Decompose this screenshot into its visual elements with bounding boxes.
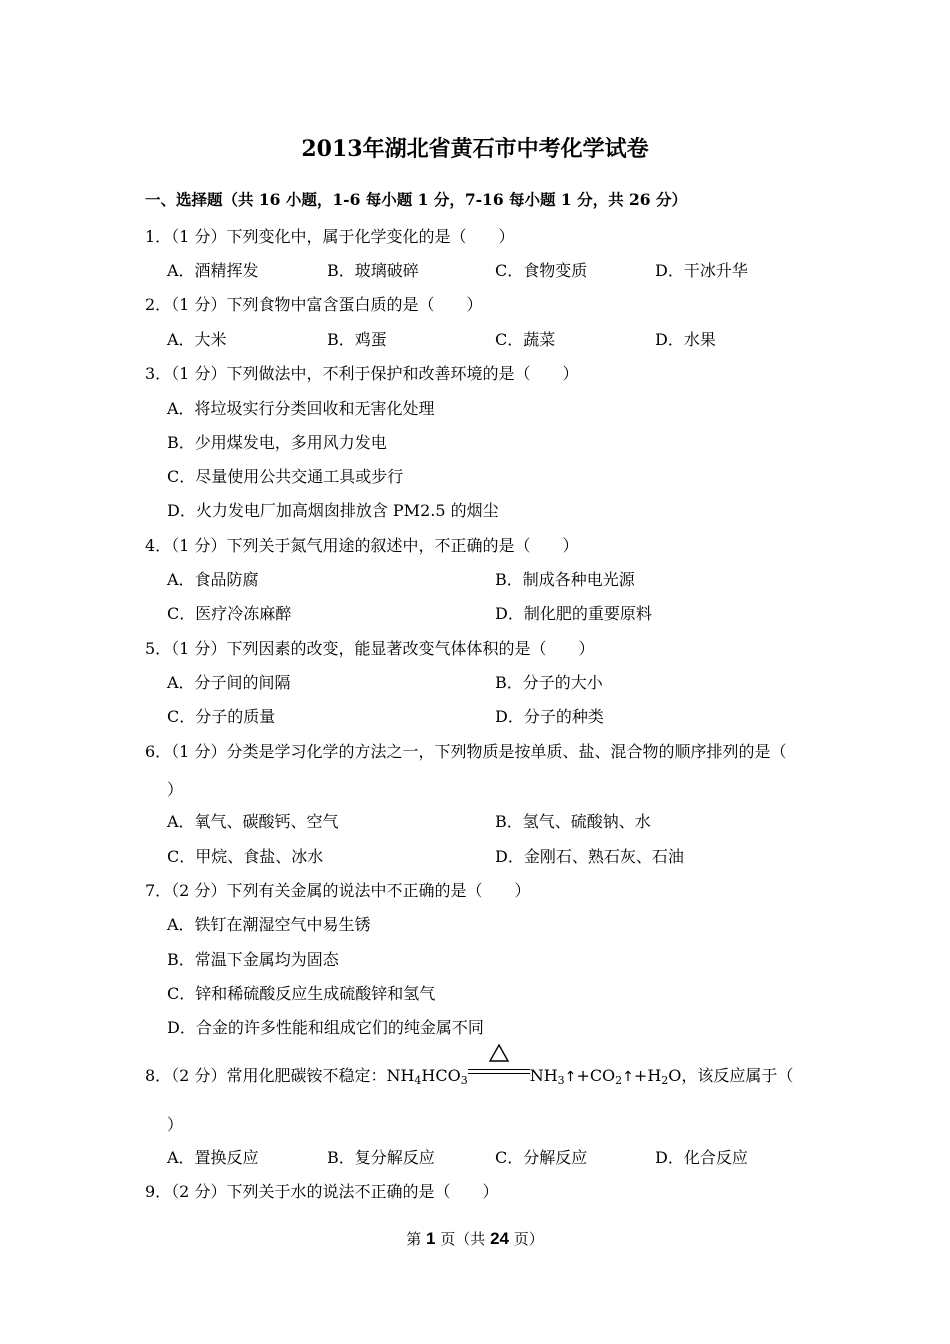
heat-delta-icon [488,1043,510,1063]
question-8-stem-prefix: 8．（2 分）常用化肥碳铵不稳定： [145,1066,387,1085]
reactant-formula: $NH_4HCO_3$ [386,1066,468,1087]
question-6-stem-continuation: ） [167,780,184,799]
question-6-option-d: D．金刚石、熟石灰、石油 [495,847,684,866]
question-2-option-b: B．鸡蛋 [327,330,387,349]
question-5-option-b: B．分子的大小 [495,673,603,692]
question-4-stem: 4．（1 分）下列关于氮气用途的叙述中，不正确的是（ ） [145,536,579,555]
question-7-option-d: D．合金的许多性能和组成它们的纯金属不同 [167,1018,484,1037]
question-8-option-b: B．复分解反应 [327,1148,435,1167]
question-5-stem: 5．（1 分）下列因素的改变，能显著改变气体体积的是（ ） [145,639,595,658]
question-4-option-a: A．食品防腐 [167,570,259,589]
question-1-option-b: B．玻璃破碎 [327,261,419,280]
question-8-stem-suffix: ，该反应属于（ [681,1066,794,1085]
question-7-option-a: A．铁钉在潮湿空气中易生锈 [167,915,371,934]
question-5-option-d: D．分子的种类 [495,707,604,726]
question-3-option-d: D．火力发电厂加高烟囱排放含 PM2.5 的烟尘 [167,501,499,520]
reaction-equals-sign [468,1065,530,1081]
question-1-stem: 1．（1 分）下列变化中，属于化学变化的是（ ） [145,227,515,246]
question-9-stem: 9．（2 分）下列关于水的说法不正确的是（ ） [145,1182,499,1201]
question-3-option-b: B．少用煤发电，多用风力发电 [167,433,387,452]
question-1-option-d: D．干冰升华 [655,261,748,280]
question-2-option-c: C．蔬菜 [495,330,556,349]
question-8-stem [145,1063,793,1086]
question-4-option-d: D．制化肥的重要原料 [495,604,652,623]
question-1-option-c: C．食物变质 [495,261,588,280]
question-7-stem: 7．（2 分）下列有关金属的说法中不正确的是（ ） [145,881,531,900]
question-6-option-b: B．氢气、硫酸钠、水 [495,812,651,831]
question-8-option-c: C．分解反应 [495,1148,588,1167]
question-2-option-d: D．水果 [655,330,716,349]
current-page-number: 1 [426,1229,436,1248]
question-8-stem-continuation: ） [167,1115,184,1134]
question-3-option-c: C．尽量使用公共交通工具或步行 [167,467,404,486]
question-7-option-c: C．锌和稀硫酸反应生成硫酸锌和氢气 [167,984,436,1003]
question-4-option-c: C．医疗冷冻麻醉 [167,604,292,623]
question-2-option-a: A．大米 [167,330,227,349]
question-7-option-b: B．常温下金属均为固态 [167,950,339,969]
question-5-option-a: A．分子间的间隔 [167,673,291,692]
page-title: 2013年湖北省黄石市中考化学试卷 [301,136,649,162]
question-3-stem: 3．（1 分）下列做法中，不利于保护和改善环境的是（ ） [145,364,579,383]
product-formula: $NH_3↑+CO_2↑+H_2O$ [529,1066,682,1087]
question-3-option-a: A．将垃圾实行分类回收和无害化处理 [167,399,435,418]
question-8-option-d: D．化合反应 [655,1148,748,1167]
total-page-count: 24 [490,1229,509,1248]
section-heading: 一、选择题（共 16 小题，1-6 每小题 1 分，7-16 每小题 1 分，共 26 分） [145,190,687,209]
question-6-option-c: C．甲烷、食盐、冰水 [167,847,324,866]
question-2-stem: 2．（1 分）下列食物中富含蛋白质的是（ ） [145,295,483,314]
question-4-option-b: B．制成各种电光源 [495,570,635,589]
question-6-stem: 6．（1 分）分类是学习化学的方法之一，下列物质是按单质、盐、混合物的顺序排列的是（ [145,742,787,761]
question-1-option-a: A．酒精挥发 [167,261,259,280]
question-5-option-c: C．分子的质量 [167,707,276,726]
question-6-option-a: A．氧气、碳酸钙、空气 [167,812,339,831]
page-footer: 第 1 页（共 24 页） [406,1229,544,1248]
question-8-option-a: A．置换反应 [167,1148,259,1167]
